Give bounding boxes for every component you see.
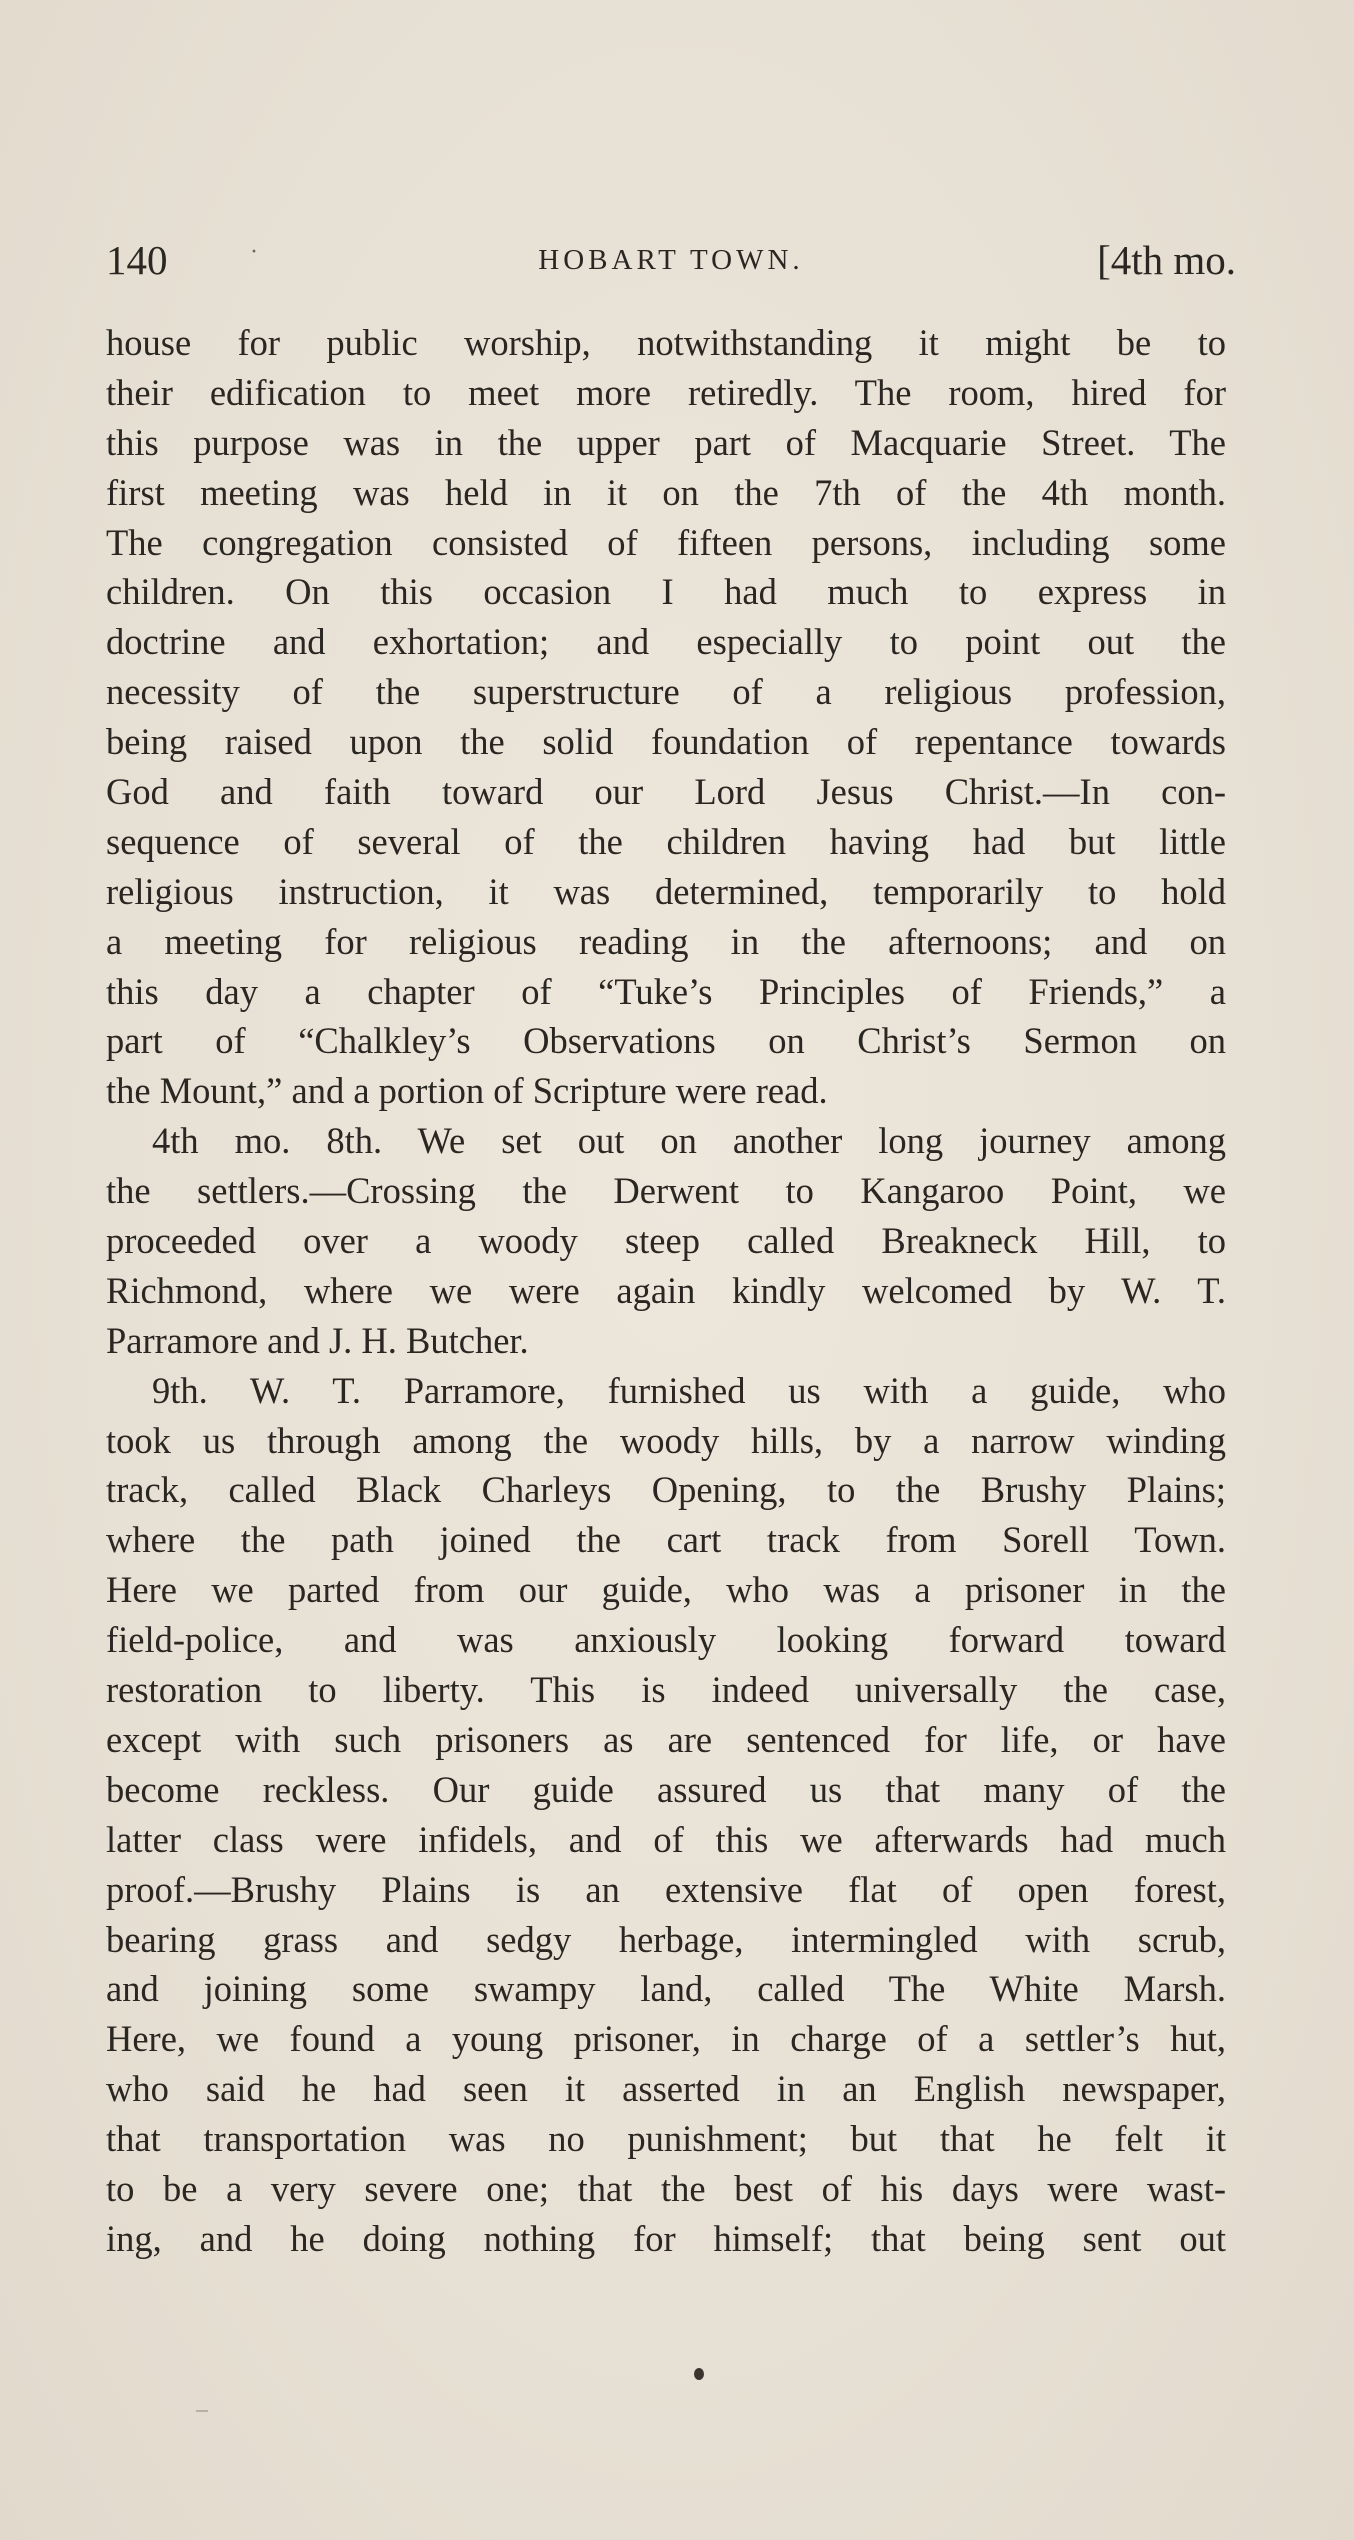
text-line: first meeting was held in it on the 7th of the 4th month. <box>106 471 1226 513</box>
text-line: took us through among the woody hills, by a narrow winding <box>106 1419 1226 1461</box>
running-title: HOBART TOWN. <box>538 244 804 276</box>
text-line: this purpose was in the upper part of Macquarie Street. The <box>106 421 1226 463</box>
running-date: [4th mo. <box>1097 237 1236 283</box>
text-line: who said he had seen it asserted in an English newspaper, <box>106 2068 1226 2110</box>
text-line: restoration to liberty. This is indeed universally the case, <box>106 1669 1226 1711</box>
text-line: this day a chapter of “Tuke’s Principles of Friends,” a <box>106 970 1226 1012</box>
text-line: proceeded over a woody steep called Breakneck Hill, to <box>106 1220 1226 1262</box>
text-line: proof.—Brushy Plains is an extensive flat of open forest, <box>106 1868 1226 1910</box>
text-line: their edification to meet more retiredly. The room, hired for <box>106 371 1226 413</box>
text-line: doctrine and exhortation; and especially to point out the <box>106 621 1226 663</box>
text-line: the settlers.—Crossing the Derwent to Kangaroo Point, we <box>106 1170 1226 1212</box>
body-text <box>106 318 1226 2264</box>
text-line: where the path joined the cart track from Sorell Town. <box>106 1519 1226 1561</box>
text-line: the Mount,” and a portion of Scripture were read. <box>106 1070 828 1112</box>
text-line: bearing grass and sedgy herbage, intermingled with scrub, <box>106 1918 1226 1960</box>
page-header <box>106 232 1236 288</box>
footer-dot-mark <box>694 2368 704 2380</box>
text-line: latter class were infidels, and of this we afterwards had much <box>106 1818 1226 1860</box>
text-line: God and faith toward our Lord Jesus Christ.—In con- <box>106 771 1226 813</box>
page-number: 140 <box>106 237 168 283</box>
text-line: except with such prisoners as are sentenced for life, or have <box>106 1718 1226 1760</box>
text-line: 4th mo. 8th. We set out on another long journey among <box>152 1120 1226 1162</box>
text-line: that transportation was no punishment; but that he felt it <box>106 2118 1226 2160</box>
text-line: children. On this occasion I had much to express in <box>106 571 1226 613</box>
text-line: being raised upon the solid foundation of repentance towards <box>106 721 1226 763</box>
text-line: a meeting for religious reading in the afternoons; and on <box>106 920 1226 962</box>
text-line: track, called Black Charleys Opening, to the Brushy Plains; <box>106 1469 1226 1511</box>
footer-dash-mark <box>196 2410 208 2412</box>
header-separator-dot: · <box>250 239 258 265</box>
text-line: necessity of the superstructure of a religious profession, <box>106 671 1226 713</box>
text-line: religious instruction, it was determined, temporarily to hold <box>106 870 1226 912</box>
text-line: The congregation consisted of fifteen persons, including some <box>106 521 1226 563</box>
text-line: Here we parted from our guide, who was a prisoner in the <box>106 1569 1226 1611</box>
text-line: sequence of several of the children having had but little <box>106 820 1226 862</box>
text-line: 9th. W. T. Parramore, furnished us with a guide, who <box>152 1369 1226 1411</box>
text-line: Richmond, where we were again kindly welcomed by W. T. <box>106 1269 1226 1311</box>
text-line: ing, and he doing nothing for himself; that being sent out <box>106 2217 1226 2259</box>
text-line: Here, we found a young prisoner, in charge of a settler’s hut, <box>106 2018 1226 2060</box>
text-line: to be a very severe one; that the best of his days were wast- <box>106 2167 1226 2209</box>
text-line: house for public worship, notwithstanding it might be to <box>106 322 1226 363</box>
text-line: part of “Chalkley’s Observations on Christ’s Sermon on <box>106 1020 1226 1062</box>
text-line: and joining some swampy land, called The White Marsh. <box>106 1968 1226 2010</box>
text-line: Parramore and J. H. Butcher. <box>106 1319 529 1361</box>
text-line: become reckless. Our guide assured us that many of the <box>106 1768 1226 1810</box>
text-line: field-police, and was anxiously looking forward toward <box>106 1619 1226 1661</box>
